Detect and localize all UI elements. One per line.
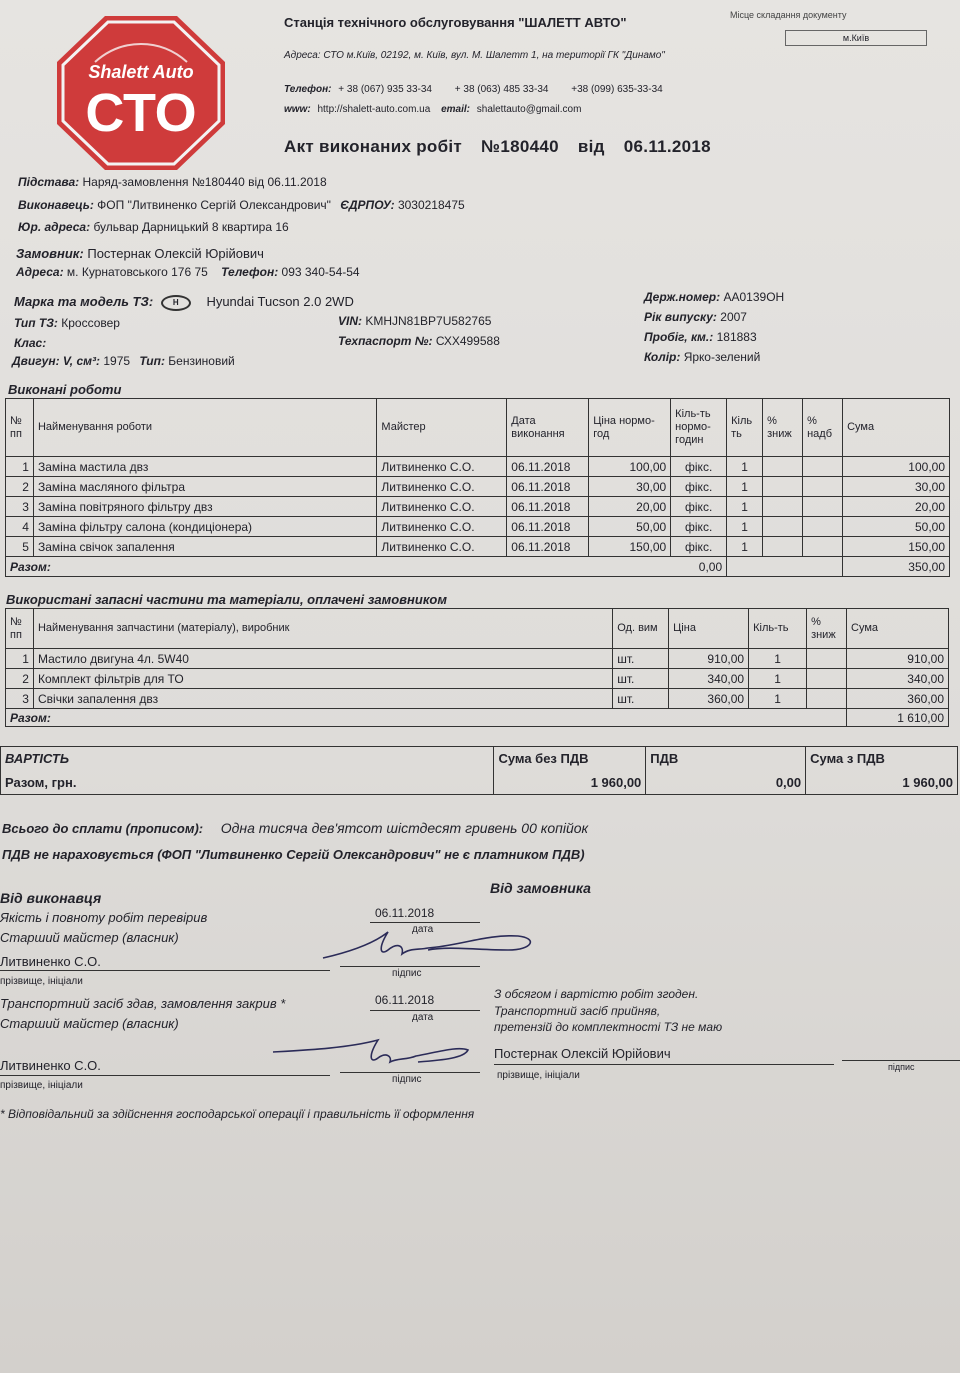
contractor-signature-2 <box>268 1030 498 1080</box>
parts-title: Використані запасні частини та матеріали, оплачені замовником <box>6 592 447 607</box>
cost-with-vat: 1 960,00 <box>806 771 958 795</box>
parts-header-row <box>6 609 949 649</box>
works-col-sum: Сума <box>843 399 950 457</box>
customer-sign-caption: підпис <box>888 1062 915 1072</box>
table-row: 3 Заміна повітряного фільтру двз Литвиненко С.О. 06.11.2018 20,00 фікс. 1 20,00 <box>6 497 950 517</box>
works-col-master: Майстер <box>377 399 507 457</box>
senior-master-label: Старший майстер (власник) <box>0 930 179 945</box>
works-col-name: Найменування роботи <box>33 399 376 457</box>
works-title: Виконані роботи <box>8 382 122 397</box>
works-total-row: Разом: 0,00 350,00 <box>6 557 950 577</box>
vehicle-type-line: Тип ТЗ: Кроссовер <box>14 316 120 330</box>
from-contractor: Від виконавця <box>0 890 102 906</box>
works-col-extra: % надб <box>803 399 843 457</box>
handed-over-label: Транспортний засіб здав, замовлення закрив * <box>0 996 286 1011</box>
cost-vat-label: ПДВ <box>646 747 806 771</box>
station-title: Станція технічного обслуговування "ШАЛЕТТ АВТО" <box>284 15 627 30</box>
act-title: Акт виконаних робіт №180440 від 06.11.2018 <box>284 137 711 156</box>
logo-brand-text: Shalett Auto <box>88 62 194 82</box>
checked-label: Якість і повноту робіт перевірив <box>0 910 208 925</box>
vehicle-engine-line: Двигун: V, см³: 1975 Тип: Бензиновий <box>12 354 235 368</box>
parts-table <box>5 608 949 727</box>
parts-col-qty: Кіль-ть <box>749 609 807 649</box>
name-caption-1: прізвище, ініціали <box>0 976 83 987</box>
customer-line: Замовник: Постернак Олексій Юрійович <box>16 246 264 261</box>
hyundai-logo-icon: H <box>161 295 191 311</box>
place-value: м.Київ <box>785 30 927 46</box>
vehicle-passport-line: Техпаспорт №: СХХ499588 <box>338 334 500 348</box>
table-row: 1 Мастило двигуна 4л. 5W40 шт. 910,00 1 910,00 <box>6 649 949 669</box>
station-address: Адреса: СТО м.Київ, 02192, м. Київ, вул. М. Шалетт 1, на території ГК "Динамо" <box>284 50 665 61</box>
vehicle-year-line: Рік випуску: 2007 <box>644 310 747 324</box>
parts-col-sum: Сума <box>847 609 949 649</box>
works-col-n: № пп <box>6 399 34 457</box>
contractor-name-2: Литвиненко С.О. <box>0 1058 101 1073</box>
table-row: 3 Свічки запалення двз шт. 360,00 1 360,00 <box>6 689 949 709</box>
parts-col-name: Найменування запчастини (матеріалу), виробник <box>33 609 612 649</box>
place-label: Місце складання документу <box>730 10 847 20</box>
vehicle-vin-line: VIN: KMHJN81BP7U582765 <box>338 314 492 328</box>
vehicle-model-line: Марка та модель ТЗ: H Hyundai Tucson 2.0 2WD <box>14 294 354 309</box>
cost-table <box>0 746 958 795</box>
station-web: www: http://shalett-auto.com.ua email: shalettauto@gmail.com <box>284 104 582 115</box>
logo-sto-text: СТО <box>85 83 197 143</box>
parts-col-disc: % зниж <box>807 609 847 649</box>
senior-master-label-2: Старший майстер (власник) <box>0 1016 179 1031</box>
total-in-words: Всього до сплати (прописом): Одна тисяча дев'ятсот шістдесят гривень 00 копійок <box>2 820 589 836</box>
works-col-hours: Кіль-ть нормо-годин <box>671 399 727 457</box>
cost-label: ВАРТІСТЬ <box>1 747 494 771</box>
works-col-date: Дата виконання <box>507 399 589 457</box>
shalett-auto-logo <box>55 14 227 172</box>
legal-address-line: Юр. адреса: бульвар Дарницький 8 квартира 16 <box>18 220 289 234</box>
from-customer: Від замовника <box>490 880 591 896</box>
parts-col-price: Ціна <box>669 609 749 649</box>
station-phones: Телефон: + 38 (067) 935 33-34 + 38 (063) 485 33-34 +38 (099) 635-33-34 <box>284 84 663 95</box>
customer-name-caption: прізвище, ініціали <box>497 1070 580 1081</box>
footnote: * Відповідальний за здійснення господарської операції і правильність її оформлення <box>0 1107 475 1121</box>
sign-caption-2: підпис <box>392 1074 422 1085</box>
vehicle-class-line: Клас: <box>14 336 47 350</box>
customer-signer-name: Постернак Олексій Юрійович <box>494 1046 671 1061</box>
sign-date-1: 06.11.2018 <box>375 906 435 920</box>
name-caption-2: прізвище, ініціали <box>0 1080 83 1091</box>
table-row: 5 Заміна свічок запалення Литвиненко С.О. 06.11.2018 150,00 фікс. 1 150,00 <box>6 537 950 557</box>
works-header-row <box>6 399 950 457</box>
contractor-name-1: Литвиненко С.О. <box>0 954 101 969</box>
basis-line: Підстава: Наряд-замовлення №180440 від 06.11.2018 <box>18 175 327 189</box>
vat-note: ПДВ не нараховується (ФОП "Литвиненко Сергій Олександрович" не є платником ПДВ) <box>2 847 585 862</box>
works-col-qty: Кіль ть <box>727 399 763 457</box>
customer-agree-1: З обсягом і вартістю робіт згоден. <box>494 987 699 1001</box>
works-col-price: Ціна нормо-год <box>589 399 671 457</box>
customer-address-line: Адреса: м. Курнатовського 176 75 Телефон: 093 340-54-54 <box>16 265 360 279</box>
vehicle-plate-line: Держ.номер: АА0139ОН <box>644 290 785 304</box>
table-row: 2 Заміна масляного фільтра Литвиненко С.О. 06.11.2018 30,00 фікс. 1 30,00 <box>6 477 950 497</box>
sign-date-2: 06.11.2018 <box>375 993 435 1007</box>
date-caption-2: дата <box>412 1012 434 1023</box>
vehicle-mileage-line: Пробіг, км.: 181883 <box>644 330 757 344</box>
parts-col-unit: Од. вим <box>613 609 669 649</box>
date-caption-1: дата <box>412 924 434 935</box>
cost-sub-label: Разом, грн. <box>1 771 494 795</box>
vehicle-color-line: Колір: Яркo-зелений <box>644 350 761 364</box>
works-table <box>5 398 950 577</box>
cost-vat: 0,00 <box>646 771 806 795</box>
document-place <box>710 8 925 48</box>
cost-no-vat-label: Сума без ПДВ <box>494 747 646 771</box>
customer-agree-2: Транспортний засіб прийняв, <box>494 1004 661 1018</box>
customer-agree-3: претензій до комплектності ТЗ не маю <box>494 1020 723 1034</box>
works-col-disc: % зниж <box>763 399 803 457</box>
table-row: 1 Заміна мастила двз Литвиненко С.О. 06.11.2018 100,00 фікс. 1 100,00 <box>6 457 950 477</box>
contractor-line: Виконавець: ФОП "Литвиненко Сергій Олександрович" ЄДРПОУ: 3030218475 <box>18 198 465 212</box>
table-row: 2 Комплект фільтрів для ТО шт. 340,00 1 340,00 <box>6 669 949 689</box>
parts-total-row: Разом: 1 610,00 <box>6 709 949 727</box>
contractor-signature-1 <box>318 920 548 975</box>
table-row: 4 Заміна фільтру салона (кондиціонера) Литвиненко С.О. 06.11.2018 50,00 фікс. 1 50,00 <box>6 517 950 537</box>
cost-no-vat: 1 960,00 <box>494 771 646 795</box>
sign-caption-1: підпис <box>392 968 422 979</box>
cost-with-vat-label: Сума з ПДВ <box>806 747 958 771</box>
parts-col-n: № пп <box>6 609 34 649</box>
